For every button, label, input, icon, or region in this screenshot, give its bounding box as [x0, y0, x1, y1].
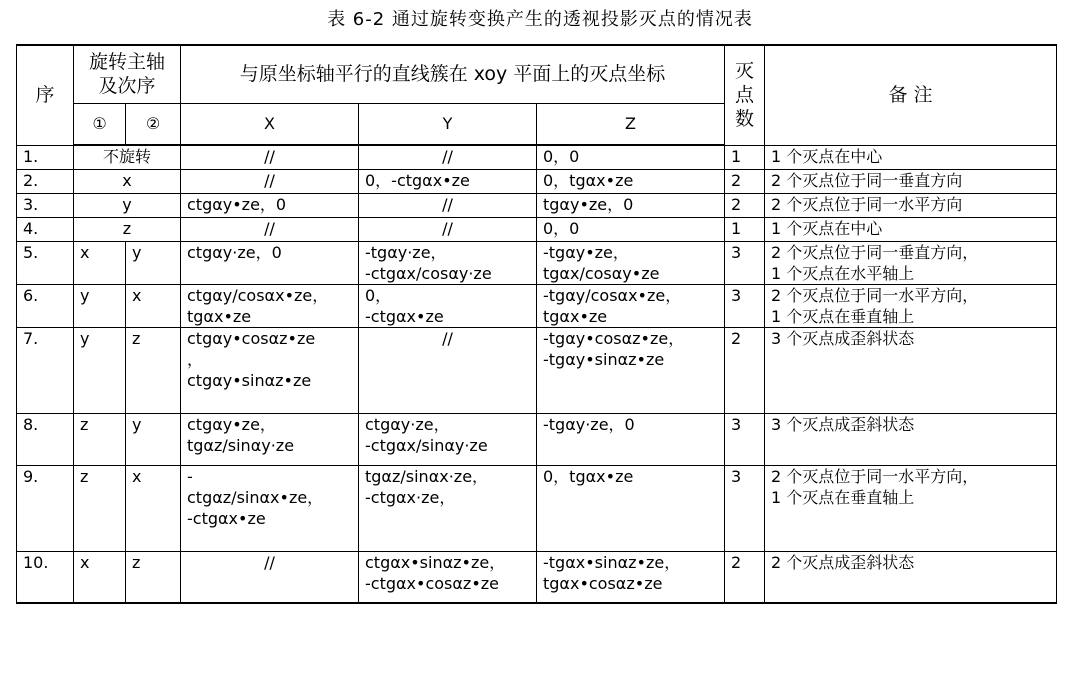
cell-line: -tgαx•sinαz•ze， — [543, 552, 681, 572]
cell-line: 0，tgαx•ze — [543, 466, 634, 486]
cell-line: tgαx•cosαz•ze — [543, 573, 663, 593]
cell-x — [181, 145, 359, 169]
cell-line: tgαx/cosαy•ze — [543, 263, 660, 283]
cell-y — [359, 145, 537, 169]
cell-x — [181, 551, 359, 603]
cell-line: // — [264, 170, 275, 190]
cell-line: ctgαy•cosαz•ze — [187, 328, 316, 348]
cell-note — [765, 169, 1057, 193]
cell-line: -tgαy•cosαz•ze， — [543, 328, 685, 348]
cell-line: tgαz/sinαx·ze， — [365, 466, 489, 486]
cell-line: 1 个灭点在水平轴上 — [771, 263, 915, 283]
table-row — [17, 169, 1057, 193]
cell-seq: 6. — [17, 284, 74, 327]
cell-rotation-2: z — [126, 551, 181, 603]
table-row — [17, 413, 1057, 465]
cell-count: 2 — [725, 551, 765, 603]
vanishing-point-table — [16, 44, 1057, 604]
cell-rotation: x — [74, 169, 181, 193]
cell-z — [537, 145, 725, 169]
cell-rotation: z — [74, 217, 181, 241]
cell-y — [359, 193, 537, 217]
cell-x — [181, 241, 359, 284]
cell-line: -tgαy·ze，0 — [543, 414, 635, 434]
cell-z — [537, 551, 725, 603]
cell-line: -ctgαx•ze — [187, 508, 266, 528]
cell-line: 1 个灭点在垂直轴上 — [771, 487, 915, 507]
header-sub-2: ② — [126, 103, 181, 145]
cell-line: ctgαx•sinαz•ze， — [365, 552, 506, 572]
cell-line: // — [442, 218, 453, 238]
table-caption: 表 6-2 通过旋转变换产生的透视投影灭点的情况表 — [327, 9, 753, 30]
cell-z — [537, 193, 725, 217]
cell-rotation-2: y — [126, 241, 181, 284]
cell-line: // — [442, 328, 453, 348]
cell-note — [765, 193, 1057, 217]
cell-line: 0，0 — [543, 147, 580, 166]
cell-seq: 9. — [17, 465, 74, 551]
cell-y — [359, 217, 537, 241]
cell-line: 3 个灭点成歪斜状态 — [771, 328, 915, 348]
cell-line: -ctgαx/cosαy·ze — [365, 263, 492, 283]
table-row — [17, 145, 1057, 169]
cell-line: // — [442, 147, 453, 166]
cell-z — [537, 241, 725, 284]
cell-note — [765, 217, 1057, 241]
cell-line: 2 个灭点成歪斜状态 — [771, 552, 915, 572]
cell-x — [181, 217, 359, 241]
cell-line: // — [264, 147, 275, 166]
cell-line: -tgαy/cosαx•ze， — [543, 285, 682, 305]
cell-line: -ctgαx·ze， — [365, 487, 456, 507]
cell-x — [181, 413, 359, 465]
cell-line: tgαx•ze — [543, 306, 608, 326]
header-vanishing-coords: 与原坐标轴平行的直线簇在 xoy 平面上的灭点坐标 — [181, 45, 725, 103]
table-row — [17, 551, 1057, 603]
header-count: 灭点数 — [725, 45, 765, 145]
cell-rotation-2: z — [126, 327, 181, 413]
cell-y — [359, 551, 537, 603]
cell-rotation-1: x — [74, 241, 126, 284]
cell-count: 1 — [725, 217, 765, 241]
cell-line: -tgαy•sinαz•ze — [543, 349, 665, 369]
cell-line: // — [442, 194, 453, 214]
cell-x — [181, 169, 359, 193]
cell-count: 3 — [725, 413, 765, 465]
cell-y — [359, 413, 537, 465]
cell-rotation-1: z — [74, 465, 126, 551]
cell-rotation-2: x — [126, 465, 181, 551]
cell-rotation-2: y — [126, 413, 181, 465]
cell-line: tgαz/sinαy·ze — [187, 435, 295, 455]
cell-line: 2 个灭点位于同一垂直方向 — [771, 170, 963, 190]
header-sub-1: ① — [74, 103, 126, 145]
cell-x — [181, 327, 359, 413]
cell-x — [181, 284, 359, 327]
cell-count: 3 — [725, 241, 765, 284]
cell-x — [181, 465, 359, 551]
cell-y — [359, 284, 537, 327]
cell-y — [359, 465, 537, 551]
cell-seq: 7. — [17, 327, 74, 413]
cell-line: ctgαy•ze， — [187, 414, 276, 434]
cell-line: ctgαy·ze， — [365, 414, 450, 434]
cell-line: // — [264, 552, 275, 572]
cell-z — [537, 327, 725, 413]
header-y: Y — [359, 103, 537, 145]
cell-line: 1 个灭点在中心 — [771, 146, 883, 166]
cell-line: // — [264, 218, 275, 238]
table-row — [17, 217, 1057, 241]
cell-rotation-1: x — [74, 551, 126, 603]
cell-line: 1 个灭点在垂直轴上 — [771, 306, 915, 326]
header-z: Z — [537, 103, 725, 145]
cell-line: 3 个灭点成歪斜状态 — [771, 414, 915, 434]
cell-line: 0，-ctgαx•ze — [365, 170, 470, 190]
cell-count: 2 — [725, 169, 765, 193]
table-row — [17, 284, 1057, 327]
cell-line: 0，tgαx•ze — [543, 170, 634, 190]
cell-z — [537, 169, 725, 193]
cell-z — [537, 217, 725, 241]
cell-line: 0， — [365, 285, 392, 305]
cell-note — [765, 284, 1057, 327]
cell-rotation-1: y — [74, 327, 126, 413]
cell-note — [765, 551, 1057, 603]
cell-line: -ctgαx•cosαz•ze — [365, 573, 499, 593]
table-row — [17, 241, 1057, 284]
cell-note — [765, 413, 1057, 465]
cell-count: 3 — [725, 284, 765, 327]
cell-note — [765, 465, 1057, 551]
table-row — [17, 193, 1057, 217]
table-row — [17, 465, 1057, 551]
cell-count: 3 — [725, 465, 765, 551]
cell-line: -ctgαx•ze — [365, 306, 444, 326]
cell-line: 2 个灭点位于同一水平方向， — [771, 466, 979, 486]
cell-line: 2 个灭点位于同一水平方向 — [771, 194, 963, 214]
cell-line: tgαx•ze — [187, 306, 252, 326]
cell-note — [765, 145, 1057, 169]
cell-seq: 2. — [17, 169, 74, 193]
cell-line: 1 个灭点在中心 — [771, 218, 883, 238]
cell-seq: 5. — [17, 241, 74, 284]
cell-seq: 3. — [17, 193, 74, 217]
cell-x — [181, 193, 359, 217]
cell-note — [765, 327, 1057, 413]
cell-z — [537, 284, 725, 327]
cell-line: -tgαy·ze， — [365, 242, 447, 262]
cell-seq: 4. — [17, 217, 74, 241]
cell-rotation: 不旋转 — [74, 145, 181, 169]
header-x: X — [181, 103, 359, 145]
cell-line: ctgαy/cosαx•ze， — [187, 285, 329, 305]
cell-line: ， — [187, 349, 204, 369]
header-seq: 序 — [17, 45, 74, 145]
cell-line: 0，0 — [543, 218, 580, 238]
cell-seq: 10. — [17, 551, 74, 603]
cell-seq: 8. — [17, 413, 74, 465]
cell-line: -ctgαx/sinαy·ze — [365, 435, 488, 455]
cell-y — [359, 327, 537, 413]
cell-line: 2 个灭点位于同一垂直方向， — [771, 242, 979, 262]
cell-line: -tgαy•ze， — [543, 242, 629, 262]
cell-y — [359, 169, 537, 193]
header-note: 备 注 — [765, 45, 1057, 145]
cell-line: ctgαz/sinαx•ze， — [187, 487, 324, 507]
cell-rotation-2: x — [126, 284, 181, 327]
header-rotation-axis: 旋转主轴及次序 — [74, 45, 181, 103]
cell-z — [537, 465, 725, 551]
cell-line: - — [187, 466, 193, 486]
cell-count: 2 — [725, 327, 765, 413]
cell-rotation: y — [74, 193, 181, 217]
cell-y — [359, 241, 537, 284]
cell-count: 1 — [725, 145, 765, 169]
cell-rotation-1: y — [74, 284, 126, 327]
cell-z — [537, 413, 725, 465]
cell-line: 2 个灭点位于同一水平方向， — [771, 285, 979, 305]
cell-count: 2 — [725, 193, 765, 217]
table-row — [17, 327, 1057, 413]
cell-line: ctgαy·ze，0 — [187, 242, 282, 262]
cell-seq: 1. — [17, 145, 74, 169]
cell-line: tgαy•ze，0 — [543, 194, 634, 214]
cell-line: ctgαy•ze，0 — [187, 194, 287, 214]
cell-line: ctgαy•sinαz•ze — [187, 370, 312, 390]
cell-rotation-1: z — [74, 413, 126, 465]
cell-note — [765, 241, 1057, 284]
